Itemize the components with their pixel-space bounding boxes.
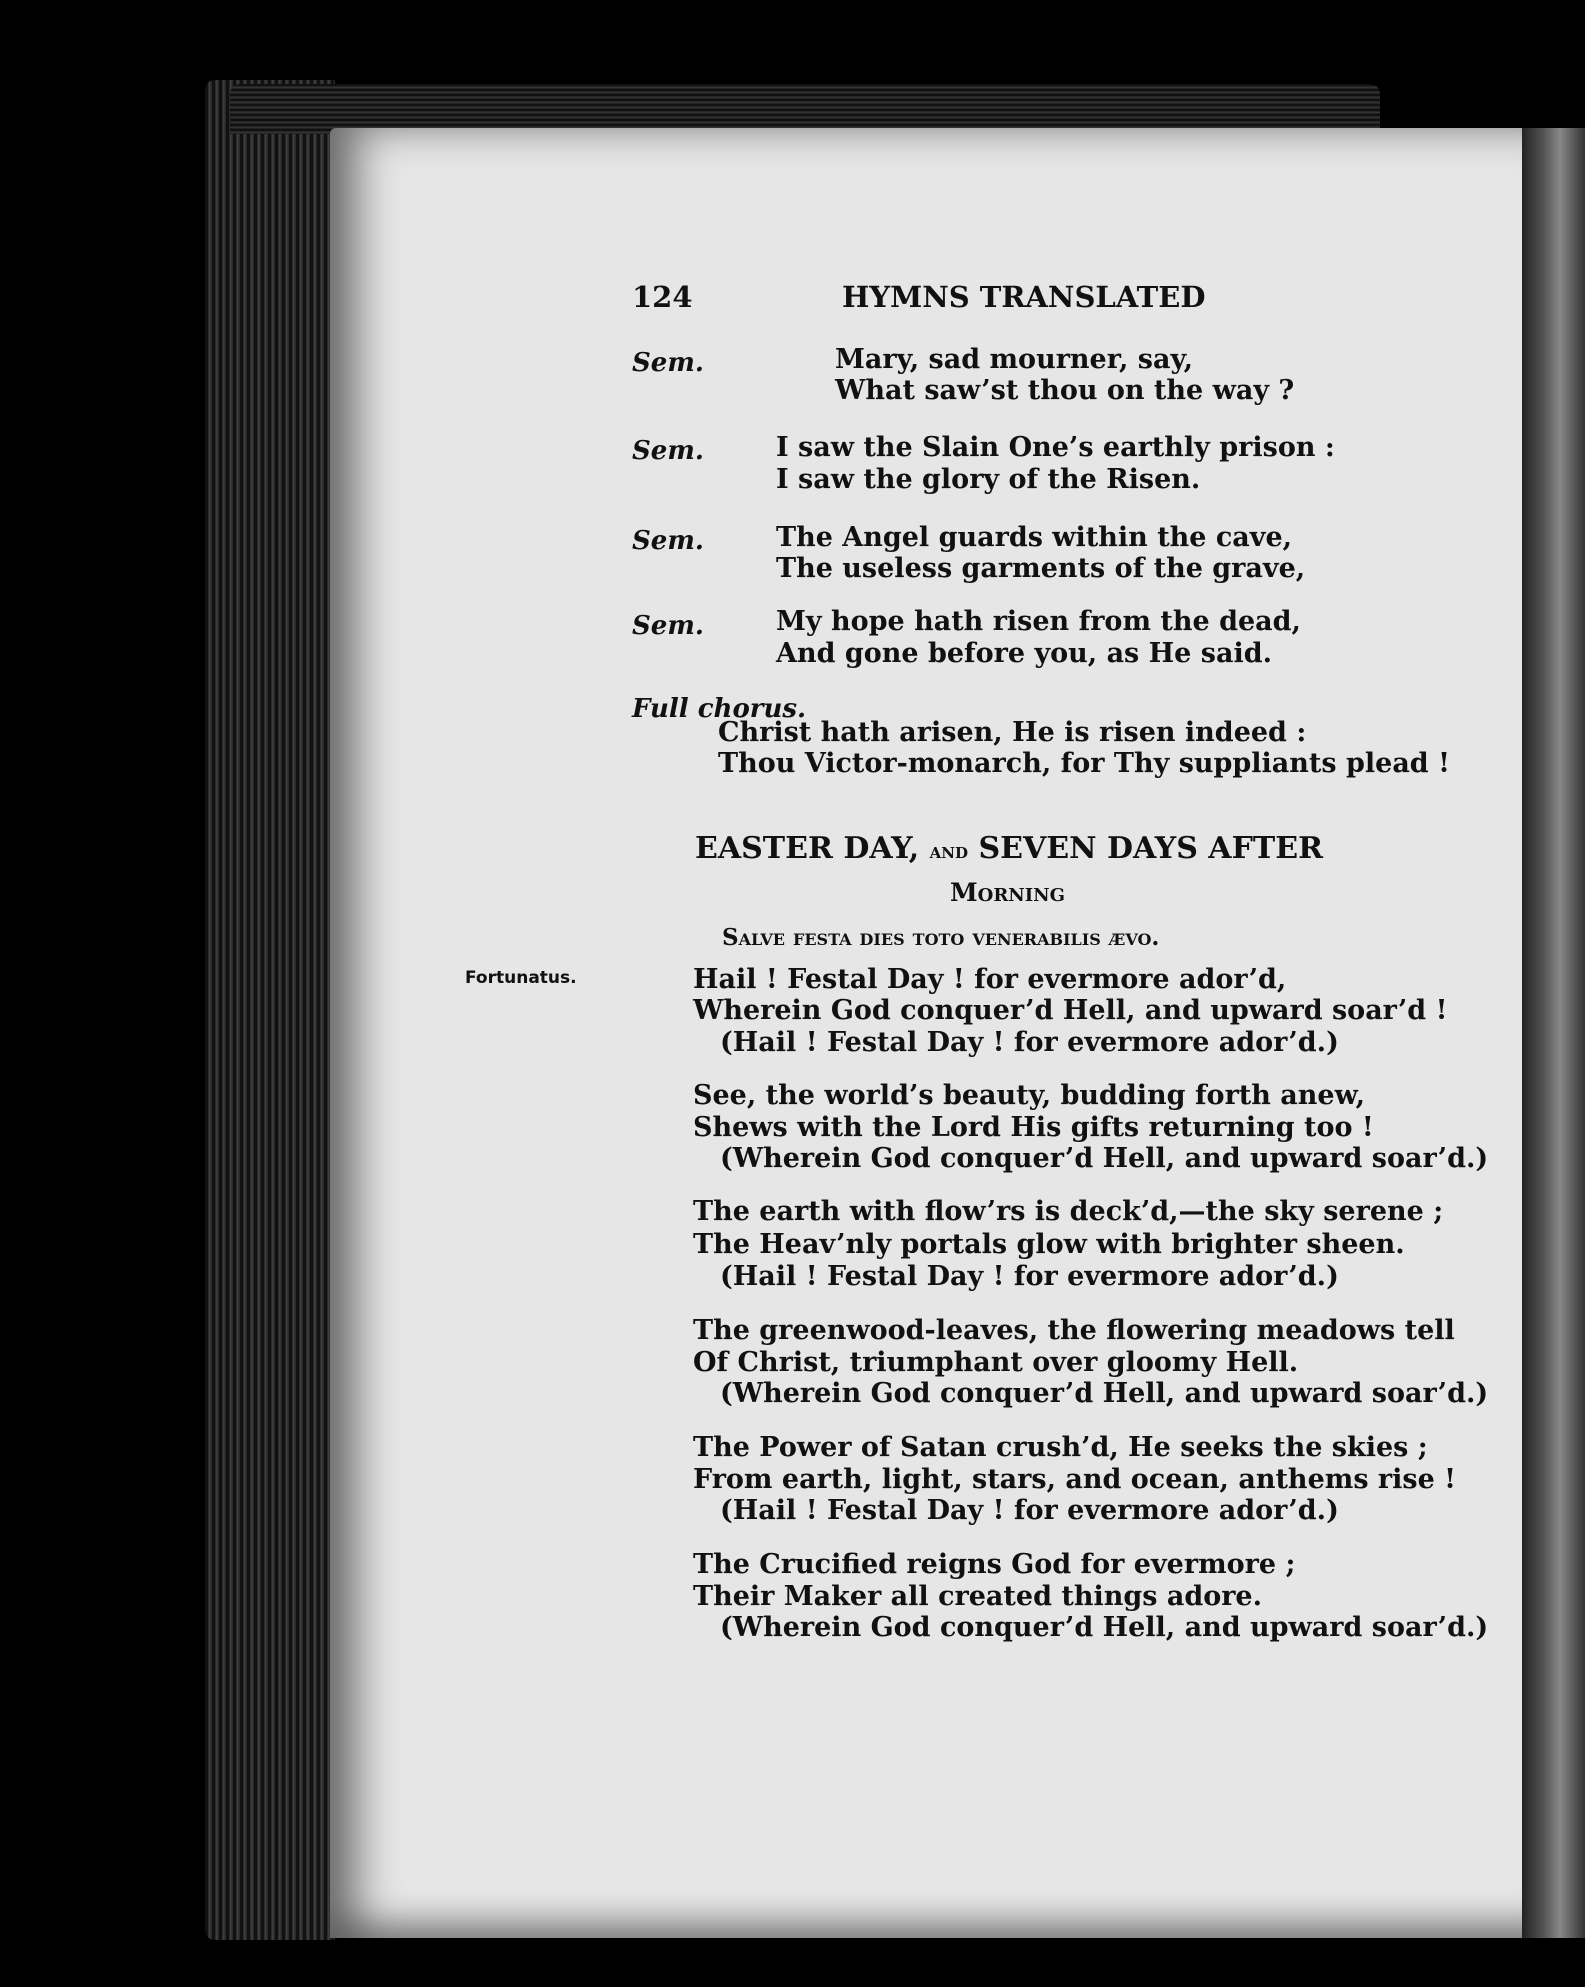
verse-line: (Wherein God conquer’d Hell, and upward soar’d.) xyxy=(720,1378,1489,1409)
page-number: 124 xyxy=(632,280,693,314)
verse-line: (Hail ! Festal Day ! for evermore ador’d.) xyxy=(720,1495,1339,1526)
verse-line: (Hail ! Festal Day ! for evermore ador’d.) xyxy=(720,1027,1339,1058)
verse-line: From earth, light, stars, and ocean, anthems rise ! xyxy=(693,1464,1457,1495)
verse-line: The Crucified reigns God for evermore ; xyxy=(693,1549,1296,1580)
verse-line: Christ hath arisen, He is risen indeed : xyxy=(718,717,1307,748)
chorus-label: Full chorus. xyxy=(632,694,807,724)
facing-page-edge xyxy=(1522,128,1585,1938)
verse-line: What saw’st thou on the way ? xyxy=(835,375,1295,406)
section-title-part2: SEVEN DAYS AFTER xyxy=(978,831,1323,866)
verse-line: The greenwood-leaves, the flowering meadows tell xyxy=(693,1315,1455,1346)
speaker-label: Sem. xyxy=(632,611,704,641)
speaker-label: Sem. xyxy=(632,348,704,378)
verse-line: (Wherein God conquer’d Hell, and upward soar’d.) xyxy=(720,1143,1489,1174)
verse-line: I saw the Slain One’s earthly prison : xyxy=(776,432,1335,463)
verse-line: Thou Victor-monarch, for Thy suppliants plead ! xyxy=(718,748,1450,779)
verse-line: Wherein God conquer’d Hell, and upward soar’d ! xyxy=(693,995,1448,1026)
verse-line: (Hail ! Festal Day ! for evermore ador’d.) xyxy=(720,1261,1339,1292)
verse-line: Of Christ, triumphant over gloomy Hell. xyxy=(693,1347,1299,1378)
verse-line: The Heav’nly portals glow with brighter sheen. xyxy=(693,1229,1405,1260)
section-title-part1: EASTER DAY, xyxy=(695,831,920,866)
section-title-and: and xyxy=(929,838,968,864)
verse-line: Mary, sad mourner, say, xyxy=(835,344,1193,375)
verse-line: (Wherein God conquer’d Hell, and upward soar’d.) xyxy=(720,1612,1489,1643)
book-fore-edge xyxy=(205,80,335,1940)
verse-line: My hope hath risen from the dead, xyxy=(776,606,1301,637)
section-subtitle: Morning xyxy=(950,878,1066,907)
verse-line: The Power of Satan crush’d, He seeks the skies ; xyxy=(693,1432,1428,1463)
verse-line: The Angel guards within the cave, xyxy=(776,522,1293,553)
running-title: HYMNS TRANSLATED xyxy=(842,280,1206,314)
verse-line: See, the world’s beauty, budding forth anew, xyxy=(693,1080,1366,1111)
verse-line: The earth with flow’rs is deck’d,—the sky serene ; xyxy=(693,1196,1444,1227)
verse-line: Their Maker all created things adore. xyxy=(693,1581,1263,1612)
verse-line: And gone before you, as He said. xyxy=(776,638,1272,669)
author-margin-note: Fortunatus. xyxy=(465,968,577,988)
hymn-incipit: Salve festa dies toto venerabilis ævo. xyxy=(722,924,1160,951)
verse-line: The useless garments of the grave, xyxy=(776,553,1306,584)
verse-line: Shews with the Lord His gifts returning too ! xyxy=(693,1112,1374,1143)
verse-line: I saw the glory of the Risen. xyxy=(776,464,1201,495)
verse-line: Hail ! Festal Day ! for evermore ador’d, xyxy=(693,964,1287,995)
section-title xyxy=(695,831,1323,866)
book-top-edge xyxy=(230,84,1380,134)
speaker-label: Sem. xyxy=(632,436,704,466)
speaker-label: Sem. xyxy=(632,526,704,556)
